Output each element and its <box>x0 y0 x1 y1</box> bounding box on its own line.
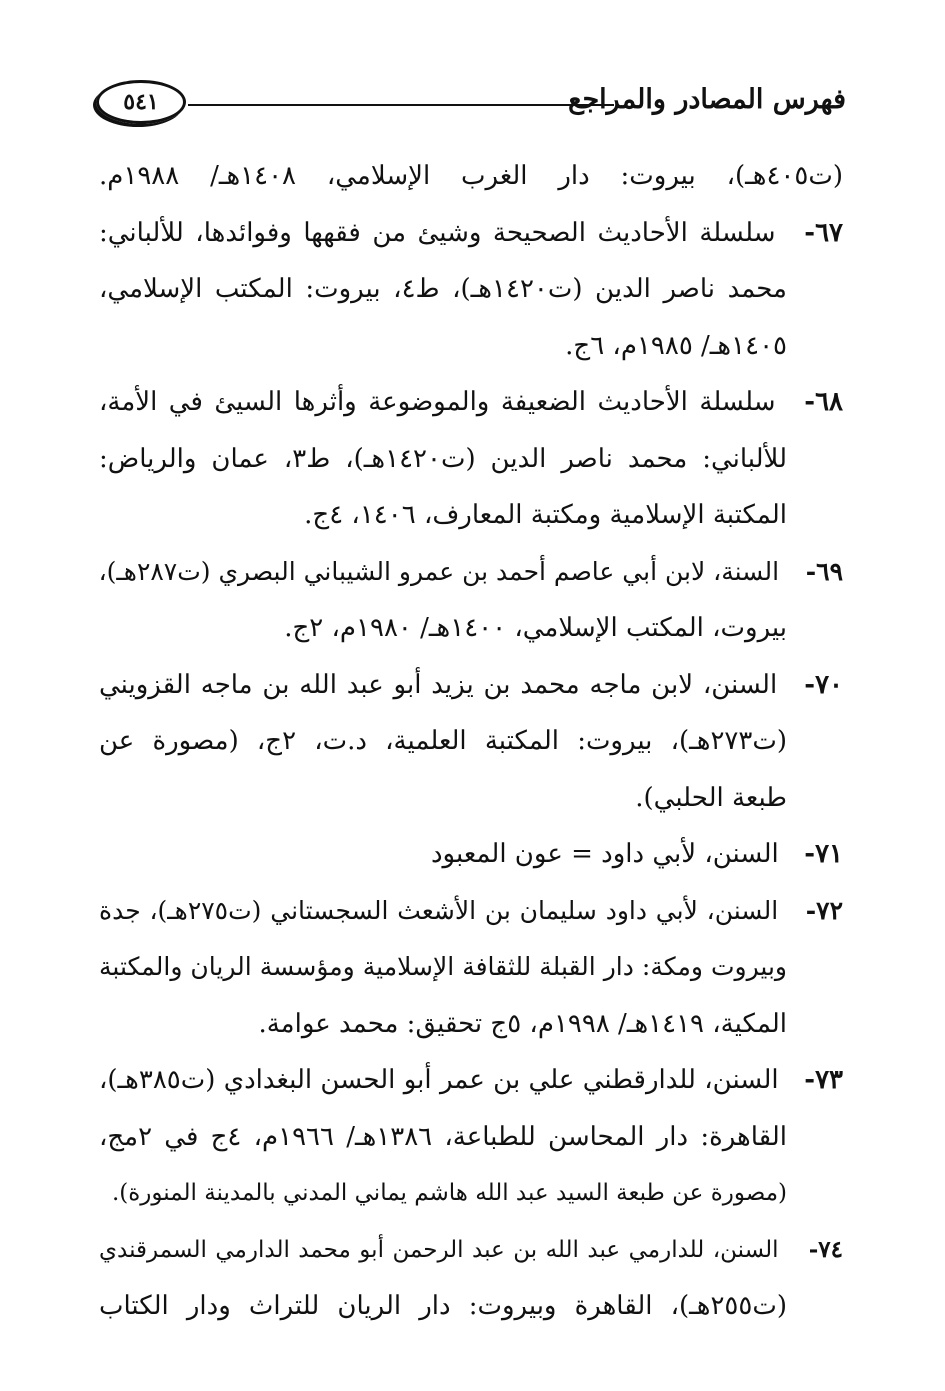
entry-74-line-2 <box>99 1278 843 1335</box>
entry-text: السنة، لابن أبي عاصم أحمد بن عمرو الشيباني البصري (ت٢٨٧هـ)، <box>99 556 780 586</box>
entry-text: وبيروت ومكة: دار القبلة للثقافة الإسلامية ومؤسسة الريان والمكتبة <box>99 952 787 981</box>
entry-number: ٦٨- <box>804 387 843 417</box>
entry-text: السنن، لابن ماجه محمد بن يزيد أبو عبد الله بن ماجه القزويني <box>99 669 778 700</box>
entry-text: (مصورة عن طبعة السيد عبد الله هاشم يماني المدني بالمدينة المنورة). <box>111 1180 787 1206</box>
entry-73-line-1 <box>99 1052 843 1109</box>
entry-68-line-2 <box>99 431 843 488</box>
entry-72-line-2 <box>99 939 843 996</box>
entry-number: ٧٣- <box>804 1065 843 1095</box>
entry-number: ٧٤- <box>808 1235 843 1263</box>
running-title: فهرس المصادر والمراجع <box>568 84 846 115</box>
entry-text: محمد ناصر الدين (ت١٤٢٠هـ)، ط٤، بيروت: المكتب الإسلامي، <box>99 274 787 304</box>
entry-text: المكية، ١٤١٩هـ/ ١٩٩٨م، ٥ج تحقيق: محمد عوامة. <box>258 1008 787 1039</box>
entry-text: القاهرة: دار المحاسن للطباعة، ١٣٨٦هـ/ ١٩٦٦م، ٤ج في ٢مج، <box>99 1121 787 1152</box>
entry-number: ٦٩- <box>805 556 843 586</box>
page-number: ٥٤١ <box>123 89 159 115</box>
entry-70-line-1 <box>99 657 843 714</box>
entry-text: السنن، لأبي داود = عون المعبود <box>430 839 779 869</box>
entry-70-line-2 <box>99 713 843 770</box>
entry-text: سلسلة الأحاديث الضعيفة والموضوعة وأثرها السيئ في الأمة، <box>99 387 776 417</box>
entry-67-line-1 <box>99 205 843 262</box>
header-rule <box>188 104 614 106</box>
entry-number: ٧٢- <box>805 895 843 925</box>
entry-68-line-3 <box>99 487 843 544</box>
entry-74-line-1 <box>99 1222 843 1279</box>
entry-69-line-1 <box>99 544 843 601</box>
bibliography-list <box>99 148 843 1335</box>
entry-number: ٧٠- <box>804 669 843 700</box>
page-number-badge <box>96 80 186 124</box>
entry-text: المكتبة الإسلامية ومكتبة المعارف، ١٤٠٦، ٤ج. <box>304 500 787 530</box>
entry-text: (ت٢٧٣هـ)، بيروت: المكتبة العلمية، د.ت، ٢ج، (مصورة عن <box>99 726 787 756</box>
entry-70-line-3 <box>99 770 843 827</box>
entry-68-line-1 <box>99 374 843 431</box>
entry-continuation-line <box>99 148 843 205</box>
entry-73-line-2 <box>99 1109 843 1166</box>
entry-text: بيروت، المكتب الإسلامي، ١٤٠٠هـ/ ١٩٨٠م، ٢ج. <box>284 613 787 643</box>
entry-text: ١٤٠٥هـ/ ١٩٨٥م، ٦ج. <box>565 330 787 361</box>
page-header <box>96 78 846 126</box>
entry-72-line-3 <box>99 996 843 1053</box>
entry-text: (ت٢٥٥هـ)، القاهرة وبيروت: دار الريان للتراث ودار الكتاب <box>99 1291 787 1321</box>
entry-text: طبعة الحلبي). <box>635 782 787 813</box>
entry-67-line-2 <box>99 261 843 318</box>
entry-67-line-3 <box>99 318 843 375</box>
entry-text: السنن، للدارمي عبد الله بن عبد الرحمن أبو محمد الدارمي السمرقندي <box>99 1236 779 1263</box>
entry-69-line-2 <box>99 600 843 657</box>
entry-text: للألباني: محمد ناصر الدين (ت١٤٢٠هـ)، ط٣، عمان والرياض: <box>99 443 787 474</box>
entry-73-line-3 <box>99 1165 843 1222</box>
entry-text: السنن، للدارقطني علي بن عمر أبو الحسن البغدادي (ت٣٨٥هـ)، <box>99 1065 779 1095</box>
entry-number: ٧١- <box>804 839 843 869</box>
entry-number: ٦٧- <box>804 217 843 248</box>
entry-text: سلسلة الأحاديث الصحيحة وشيئ من فقهها وفوائدها، للألباني: <box>99 217 776 248</box>
entry-71-line-1 <box>99 826 843 883</box>
entry-72-line-1 <box>99 883 843 940</box>
entry-text: (ت٤٠٥هـ)، بيروت: دار الغرب الإسلامي، ١٤٠٨هـ/ ١٩٨٨م. <box>99 161 843 191</box>
entry-text: السنن، لأبي داود سليمان بن الأشعث السجستاني (ت٢٧٥هـ)، جدة <box>99 895 779 925</box>
